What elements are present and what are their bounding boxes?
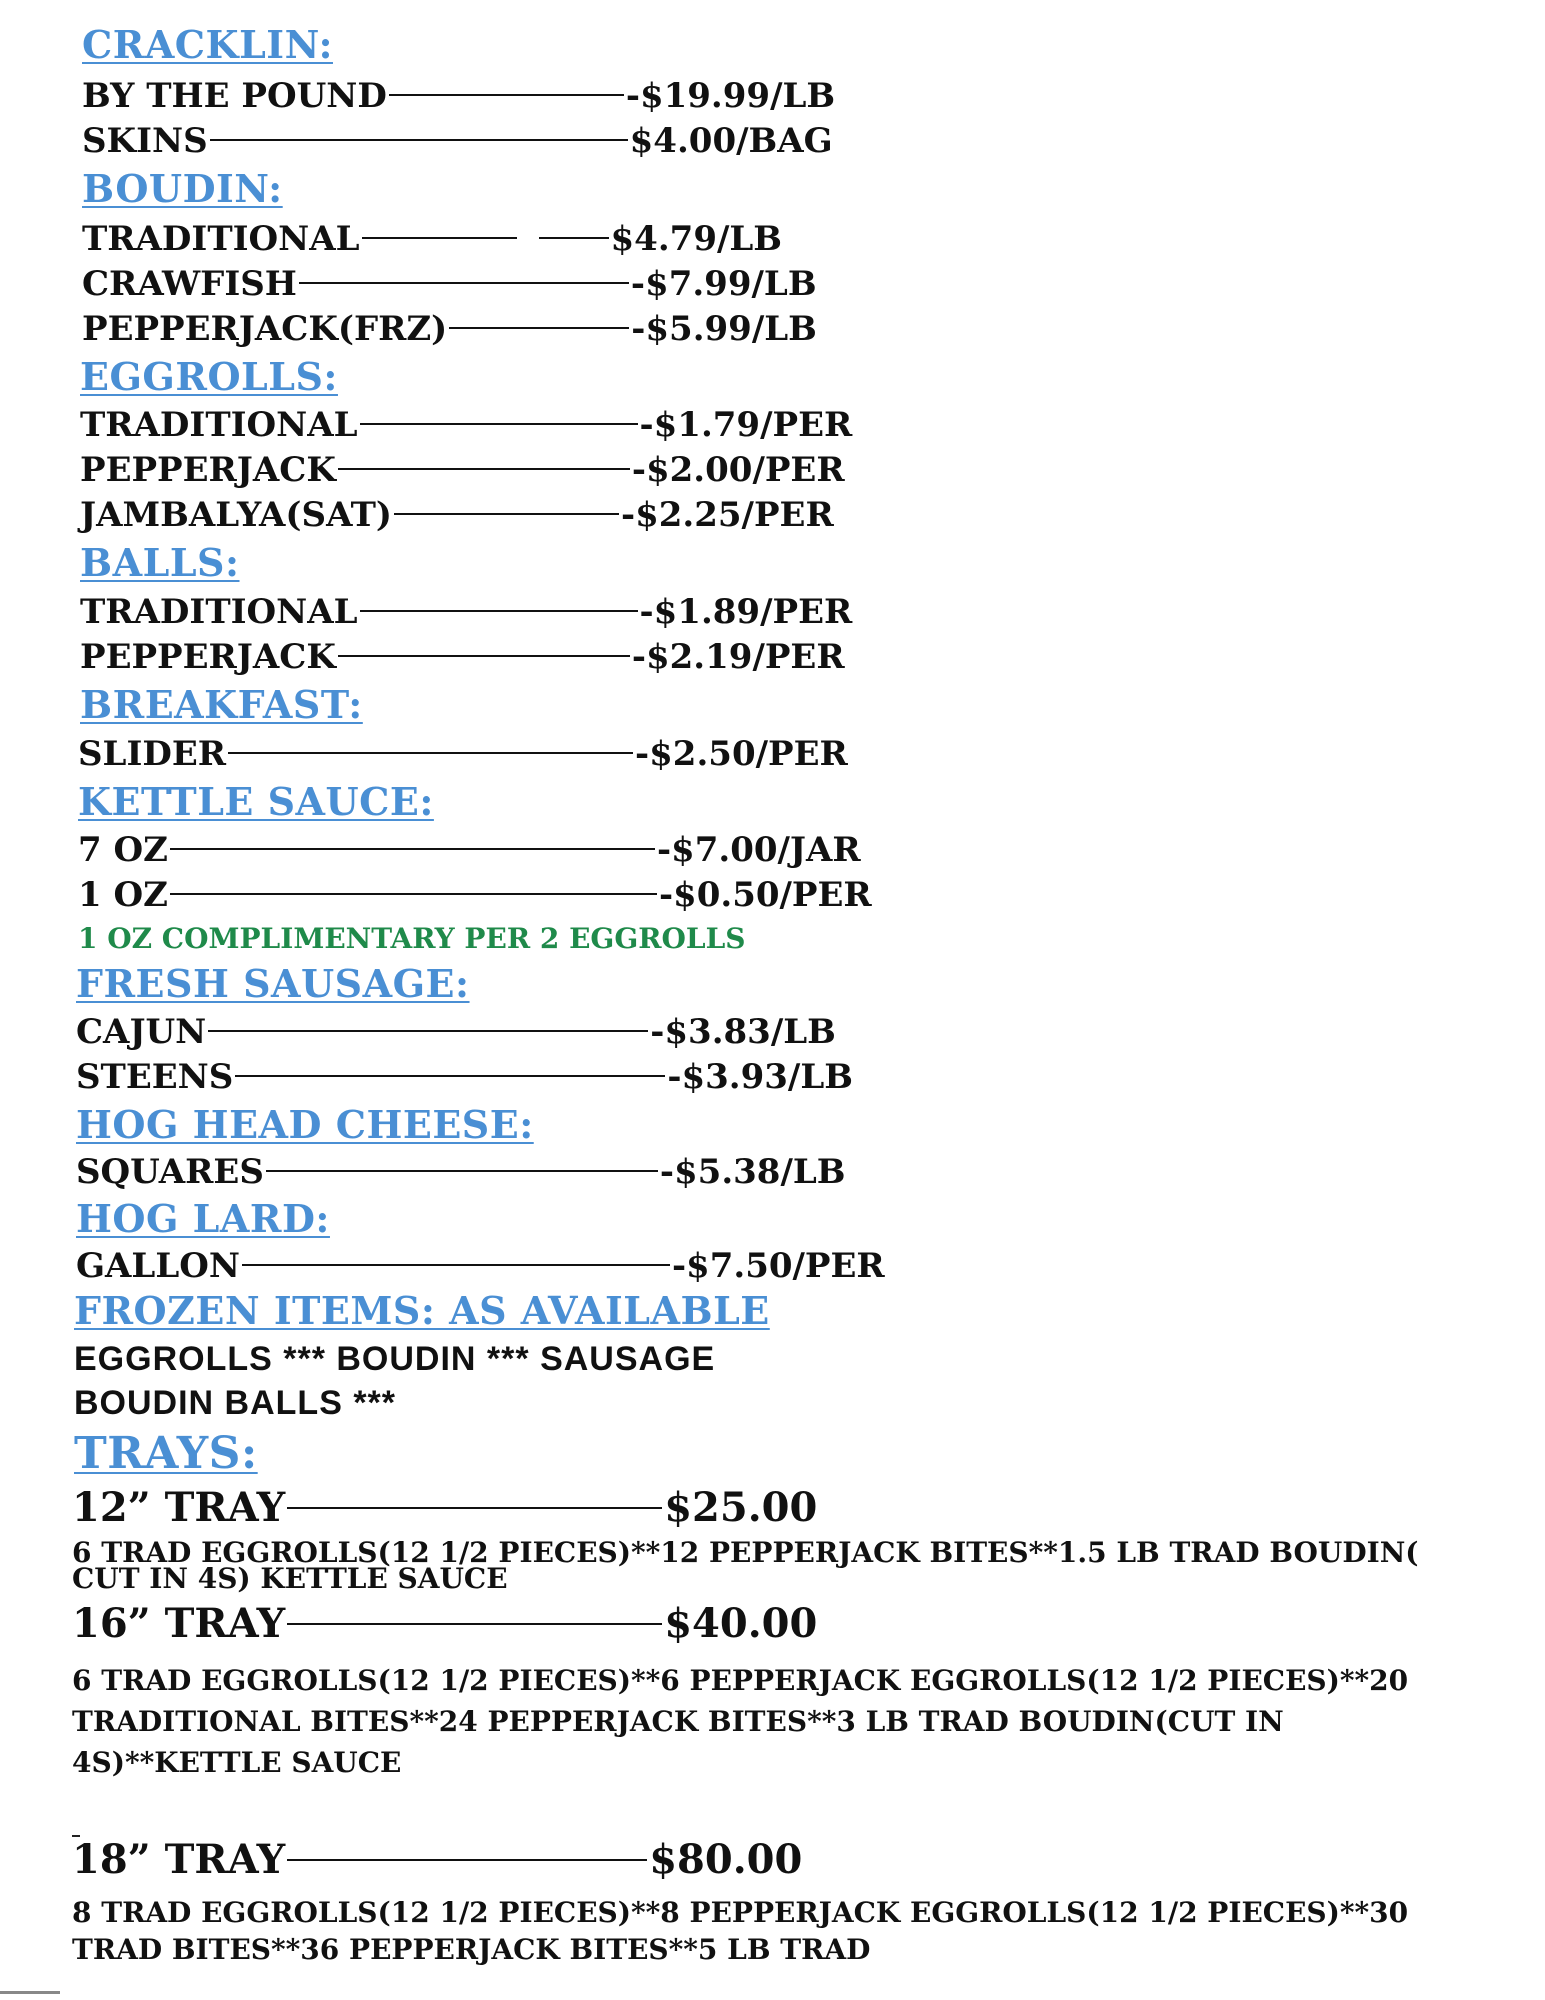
item-price: $4.79/LB [610, 219, 783, 259]
item-price: -$2.25/PER [620, 495, 834, 535]
section-title-breakfast: BREAKFAST: [80, 682, 363, 727]
item-name: TRADITIONAL [80, 405, 358, 445]
menu-item-balls-traditional [80, 592, 852, 632]
item-name: SQUARES [76, 1152, 264, 1192]
kettle-sauce-note: 1 OZ COMPLIMENTARY PER 2 EGGROLLS [78, 922, 746, 955]
section-title-cracklin: CRACKLIN: [82, 22, 333, 67]
leader-line [539, 237, 609, 239]
menu-item-breakfast-slider [78, 734, 848, 774]
tray-name: 12” TRAY [72, 1484, 286, 1531]
section-title-fresh-sausage: FRESH SAUSAGE: [76, 961, 470, 1006]
menu-item-balls-pepperjack [80, 637, 845, 677]
section-title-hog-head-cheese: HOG HEAD CHEESE: [76, 1102, 534, 1147]
leader-line [170, 848, 655, 850]
item-price: -$3.93/LB [667, 1057, 853, 1097]
frozen-items-line-2: BOUDIN BALLS *** [74, 1384, 397, 1422]
tray-18-inch-description: 8 TRAD EGGROLLS(12 1/2 PIECES)**8 PEPPERJACK EGGROLLS(12 1/2 PIECES)**30 TRAD BITES**36 PEPPERJACK BITES**5 LB TRAD [72, 1896, 1409, 1966]
tray-16-inch-description: 6 TRAD EGGROLLS(12 1/2 PIECES)**6 PEPPERJACK EGGROLLS(12 1/2 PIECES)**20 TRADITIONAL BITES**24 PEPPERJACK BITES**3 LB TRAD BOUDIN(CUT IN 4S)**KETTLE SAUCE [72, 1664, 1409, 1779]
leader-line [242, 1264, 670, 1266]
tray-price: $40.00 [664, 1600, 818, 1647]
item-price: -$3.83/LB [650, 1012, 836, 1052]
tray-16-inch [72, 1600, 817, 1647]
menu-item-sausage-cajun [76, 1012, 836, 1052]
item-name: SLIDER [78, 734, 227, 774]
menu-item-boudin-crawfish [82, 264, 817, 304]
leader-line [170, 893, 657, 895]
leader-line [228, 752, 633, 754]
menu-item-boudin-pepperjack [82, 309, 817, 349]
item-name: STEENS [76, 1057, 234, 1097]
leader-line [287, 1507, 662, 1509]
leader-line [360, 423, 638, 425]
leader-line [338, 468, 630, 470]
item-price: -$2.50/PER [635, 734, 848, 774]
menu-item-hog-lard-gallon [76, 1246, 885, 1286]
item-price: -$7.00/JAR [656, 830, 861, 870]
item-price: -$7.50/PER [671, 1246, 885, 1286]
section-title-frozen: FROZEN ITEMS: AS AVAILABLE [74, 1288, 770, 1333]
leader-line [449, 327, 629, 329]
section-title-hog-lard: HOG LARD: [76, 1196, 330, 1241]
leader-line [235, 1075, 665, 1077]
item-name: JAMBALYA(SAT) [80, 495, 392, 535]
leader-line [394, 513, 619, 515]
section-title-eggrolls: EGGROLLS: [80, 354, 338, 399]
section-title-balls: BALLS: [80, 540, 240, 585]
menu-item-sausage-steens [76, 1057, 853, 1097]
item-name: SKINS [82, 121, 208, 161]
item-name: TRADITIONAL [82, 219, 360, 259]
tray-price: $25.00 [664, 1484, 818, 1531]
scan-edge-mark [0, 1991, 60, 1994]
leader-line [389, 94, 624, 96]
menu-item-kettle-1oz [78, 875, 872, 915]
item-price: -$1.89/PER [639, 592, 853, 632]
menu-item-kettle-7oz [78, 830, 861, 870]
section-title-trays: TRAYS: [74, 1428, 258, 1479]
item-name: PEPPERJACK [80, 450, 336, 490]
item-price: -$1.79/PER [639, 405, 853, 445]
item-name: BY THE POUND [82, 76, 387, 116]
item-name: GALLON [76, 1246, 240, 1286]
item-price: -$7.99/LB [630, 264, 817, 304]
leader-line [338, 655, 630, 657]
frozen-items-line-1: EGGROLLS *** BOUDIN *** SAUSAGE [74, 1340, 716, 1378]
tray-12-inch-description: 6 TRAD EGGROLLS(12 1/2 PIECES)**12 PEPPERJACK BITES**1.5 LB TRAD BOUDIN( CUT IN 4S) KETTLE SAUCE [72, 1536, 1419, 1595]
tray-price: $80.00 [649, 1836, 803, 1883]
item-name: CRAWFISH [82, 264, 297, 304]
leader-line [210, 139, 628, 141]
item-price: -$5.38/LB [659, 1152, 846, 1192]
item-price: -$19.99/LB [625, 76, 836, 116]
item-name: TRADITIONAL [80, 592, 358, 632]
leader-line [208, 1030, 648, 1032]
item-price: $4.00/BAG [629, 121, 833, 161]
menu-item-cracklin-skins [82, 121, 833, 161]
menu-item-cracklin-by-the-pound [82, 76, 835, 116]
tray-name: 16” TRAY [72, 1600, 286, 1647]
leader-line [287, 1859, 647, 1861]
leader-line [299, 282, 629, 284]
item-name: PEPPERJACK [80, 637, 336, 677]
section-title-boudin: BOUDIN: [82, 166, 283, 211]
leader-line [360, 610, 638, 612]
item-name: 7 OZ [78, 830, 168, 870]
item-name: CAJUN [76, 1012, 207, 1052]
menu-item-eggrolls-pepperjack [80, 450, 845, 490]
menu-item-eggrolls-jambalya [80, 495, 834, 535]
item-price: -$2.19/PER [631, 637, 845, 677]
leader-line [266, 1170, 658, 1172]
item-price: -$2.00/PER [631, 450, 845, 490]
leader-line [287, 1623, 662, 1625]
section-title-kettle-sauce: KETTLE SAUCE: [78, 779, 434, 824]
tray-12-inch [72, 1484, 817, 1531]
tray-name: 18” TRAY [72, 1836, 286, 1883]
menu-item-hog-head-cheese-squares [76, 1152, 846, 1192]
tray-18-inch [72, 1836, 802, 1883]
menu-item-eggrolls-traditional [80, 405, 852, 445]
leader-line [362, 237, 517, 239]
item-price: -$5.99/LB [631, 309, 817, 349]
item-price: -$0.50/PER [658, 875, 872, 915]
item-name: 1 OZ [78, 875, 168, 915]
menu-item-boudin-traditional [82, 219, 782, 259]
item-name: PEPPERJACK(FRZ) [82, 309, 448, 349]
